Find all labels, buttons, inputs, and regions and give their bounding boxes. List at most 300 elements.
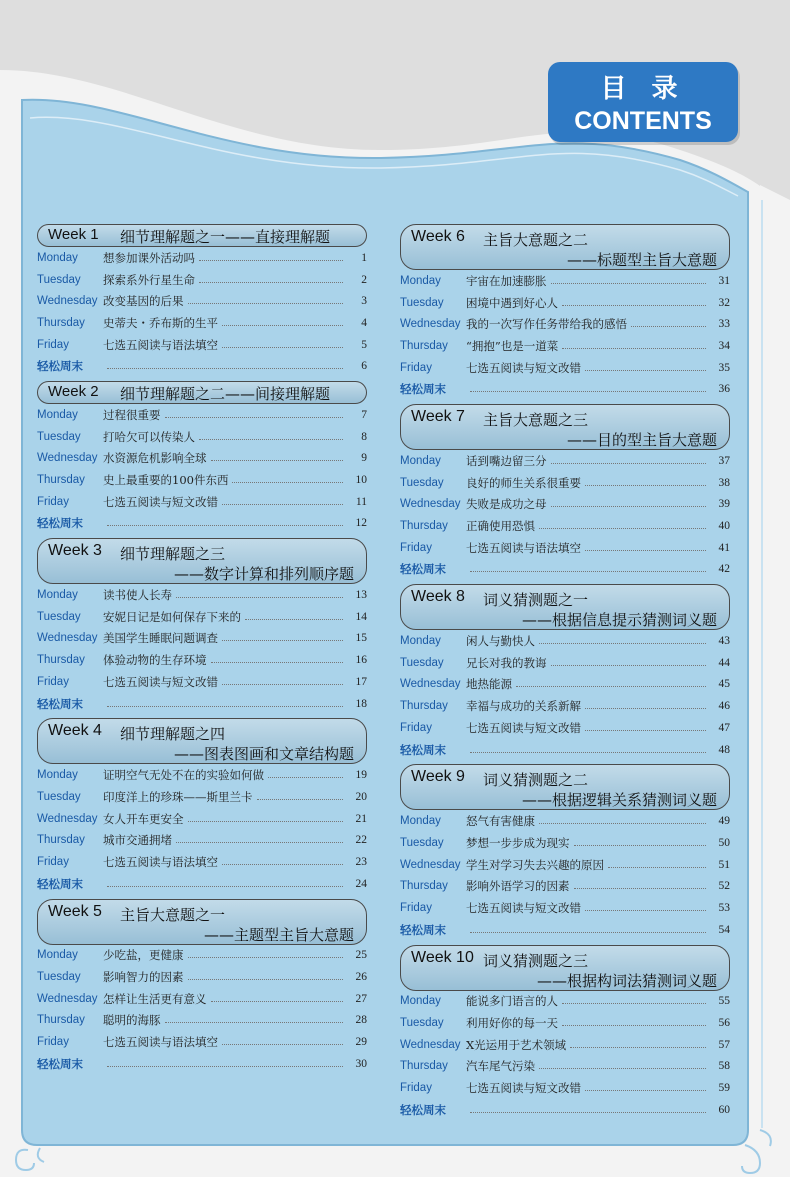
entry-title: 七选五阅读与短文改错 xyxy=(103,494,218,509)
week-subtopic: ——根据逻辑关系猜测词义题 xyxy=(521,791,717,810)
toc-entry[interactable] xyxy=(37,873,367,895)
entry-day: Thursday xyxy=(400,339,448,352)
entry-day: Thursday xyxy=(400,1060,448,1073)
week-section xyxy=(37,538,367,714)
week-header[interactable] xyxy=(400,404,730,450)
entry-title: 聪明的海豚 xyxy=(103,1013,161,1028)
entry-page-number: 59 xyxy=(718,1082,730,1095)
leader-dots xyxy=(107,705,343,707)
entry-page-number: 41 xyxy=(718,541,730,554)
leader-dots xyxy=(107,1065,343,1067)
toc-entry[interactable] xyxy=(37,851,367,873)
entry-day: Wednesday xyxy=(400,678,461,691)
entry-title: 利用好你的每一天 xyxy=(466,1016,558,1031)
week-header[interactable] xyxy=(37,718,367,764)
entry-page-number: 28 xyxy=(355,1014,367,1027)
toc-entry[interactable] xyxy=(37,404,367,426)
toc-entry[interactable] xyxy=(37,966,367,988)
entry-page-number: 16 xyxy=(355,654,367,667)
toc-entry[interactable] xyxy=(400,1034,730,1056)
toc-entry[interactable] xyxy=(400,1099,730,1121)
week-section xyxy=(37,718,367,894)
toc-entry[interactable] xyxy=(400,674,730,696)
toc-entry[interactable] xyxy=(400,919,730,941)
leader-dots xyxy=(539,1067,706,1069)
toc-entry[interactable] xyxy=(37,606,367,628)
week-number: Week 10 xyxy=(411,948,474,966)
toc-entry[interactable] xyxy=(37,786,367,808)
entry-page-number: 47 xyxy=(718,721,730,734)
entry-day: Friday xyxy=(400,901,432,914)
week-header[interactable] xyxy=(37,538,367,584)
toc-entry[interactable] xyxy=(37,1010,367,1032)
entry-day: Friday xyxy=(37,338,69,351)
entry-day: Thursday xyxy=(37,1014,85,1027)
entry-page-number: 13 xyxy=(355,589,367,602)
entry-title: 七选五阅读与短文改错 xyxy=(466,720,581,735)
leader-dots xyxy=(585,707,706,709)
entry-day: Friday xyxy=(400,721,432,734)
entry-title: 证明空气无处不在的实验如何做 xyxy=(103,768,264,783)
entry-title: 影响外语学习的因素 xyxy=(466,879,570,894)
leader-dots xyxy=(631,325,706,327)
week-number: Week 4 xyxy=(48,722,102,740)
entry-day: 轻松周末 xyxy=(37,359,83,374)
entry-day: 轻松周末 xyxy=(37,876,83,891)
entry-page-number: 10 xyxy=(355,474,367,487)
entry-page-number: 40 xyxy=(718,520,730,533)
entry-page-number: 57 xyxy=(718,1038,730,1051)
toc-entry[interactable] xyxy=(37,247,367,269)
contents-column-left xyxy=(37,224,367,1079)
leader-dots xyxy=(470,931,706,933)
entry-day: Tuesday xyxy=(400,656,444,669)
week-header[interactable] xyxy=(400,584,730,630)
entry-page-number: 24 xyxy=(355,877,367,890)
toc-entry[interactable] xyxy=(400,515,730,537)
entry-title: 少吃盐，更健康 xyxy=(103,948,184,963)
entry-title: 探索系外行星生命 xyxy=(103,272,195,287)
entry-day: Wednesday xyxy=(400,1038,461,1051)
entry-day: 轻松周末 xyxy=(400,1102,446,1117)
entry-page-number: 54 xyxy=(718,923,730,936)
toc-entry[interactable] xyxy=(400,313,730,335)
entry-day: Wednesday xyxy=(37,452,98,465)
leader-dots xyxy=(585,1089,706,1091)
entry-page-number: 53 xyxy=(718,901,730,914)
leader-dots xyxy=(608,866,706,868)
entry-page-number: 39 xyxy=(718,498,730,511)
entry-title: 我的一次写作任务带给我的感悟 xyxy=(466,317,627,332)
toc-entry[interactable] xyxy=(37,693,367,715)
week-number: Week 2 xyxy=(48,383,99,401)
toc-entry[interactable] xyxy=(400,537,730,559)
entry-title: 城市交通拥堵 xyxy=(103,833,172,848)
entry-day: Monday xyxy=(400,815,441,828)
entry-day: Wednesday xyxy=(400,858,461,871)
entry-title: 梦想一步步成为现实 xyxy=(466,835,570,850)
week-section xyxy=(37,381,367,534)
leader-dots xyxy=(222,863,343,865)
entry-title: 美国学生睡眠问题调查 xyxy=(103,631,218,646)
week-header[interactable] xyxy=(400,224,730,270)
leader-dots xyxy=(188,978,344,980)
toc-entry[interactable] xyxy=(400,472,730,494)
toc-entry[interactable] xyxy=(37,469,367,491)
toc-entry[interactable] xyxy=(37,671,367,693)
toc-entry[interactable] xyxy=(400,652,730,674)
week-topic: 主旨大意题之三 xyxy=(483,411,589,430)
leader-dots xyxy=(562,1002,706,1004)
toc-entry[interactable] xyxy=(400,1077,730,1099)
leader-dots xyxy=(539,822,706,824)
week-number: Week 9 xyxy=(411,768,465,786)
entry-title: 水资源危机影响全球 xyxy=(103,451,207,466)
entry-day: Monday xyxy=(37,251,78,264)
entry-title: 正确使用恐惧 xyxy=(466,519,535,534)
toc-entry[interactable] xyxy=(400,810,730,832)
entry-page-number: 26 xyxy=(355,971,367,984)
leader-dots xyxy=(232,481,343,483)
toc-entry[interactable] xyxy=(400,494,730,516)
leader-dots xyxy=(574,844,707,846)
entry-day: Thursday xyxy=(400,880,448,893)
toc-entry[interactable] xyxy=(37,1053,367,1075)
entry-title: 幸福与成功的关系新解 xyxy=(466,699,581,714)
leader-dots xyxy=(199,438,343,440)
entry-title: 体验动物的生存环境 xyxy=(103,653,207,668)
entry-day: Thursday xyxy=(37,654,85,667)
toc-entry[interactable] xyxy=(400,875,730,897)
week-section xyxy=(400,945,730,1121)
toc-entry[interactable] xyxy=(400,897,730,919)
entry-title: 七选五阅读与短文改错 xyxy=(466,360,581,375)
entry-title: 宇宙在加速膨胀 xyxy=(466,273,547,288)
entry-day: 轻松周末 xyxy=(37,696,83,711)
entry-page-number: 25 xyxy=(355,949,367,962)
title-en: CONTENTS xyxy=(574,107,712,135)
entry-title: 影响智力的因素 xyxy=(103,970,184,985)
week-number: Week 3 xyxy=(48,542,102,560)
toc-entry[interactable] xyxy=(400,695,730,717)
week-subtopic: ——主题型主旨大意题 xyxy=(203,925,354,944)
toc-entry[interactable] xyxy=(37,945,367,967)
toc-entry[interactable] xyxy=(37,1031,367,1053)
entry-title: 怎样让生活更有意义 xyxy=(103,991,207,1006)
entry-page-number: 19 xyxy=(355,769,367,782)
leader-dots xyxy=(245,618,343,620)
entry-page-number: 60 xyxy=(718,1103,730,1116)
entry-page-number: 12 xyxy=(355,517,367,530)
entry-page-number: 31 xyxy=(718,274,730,287)
leader-dots xyxy=(188,302,344,304)
entry-day: Thursday xyxy=(37,316,85,329)
leader-dots xyxy=(211,459,344,461)
toc-entry[interactable] xyxy=(37,491,367,513)
leader-dots xyxy=(562,304,706,306)
leader-dots xyxy=(222,1043,343,1045)
week-header[interactable] xyxy=(37,224,367,247)
leader-dots xyxy=(470,1111,706,1113)
entry-day: Friday xyxy=(37,495,69,508)
toc-entry[interactable] xyxy=(400,854,730,876)
leader-dots xyxy=(211,661,344,663)
title-cn: 目 录 xyxy=(600,74,686,104)
entry-page-number: 43 xyxy=(718,635,730,648)
week-number: Week 5 xyxy=(48,902,102,920)
toc-entry[interactable] xyxy=(400,1012,730,1034)
leader-dots xyxy=(165,1021,344,1023)
toc-entry[interactable] xyxy=(400,991,730,1013)
week-number: Week 1 xyxy=(48,226,99,243)
leader-dots xyxy=(585,484,706,486)
entry-day: Wednesday xyxy=(400,498,461,511)
entry-page-number: 11 xyxy=(355,495,367,508)
entry-page-number: 7 xyxy=(361,408,367,421)
entry-day: 轻松周末 xyxy=(400,922,446,937)
entry-day: Monday xyxy=(37,408,78,421)
entry-title: 打哈欠可以传染人 xyxy=(103,429,195,444)
week-topic: 细节理解题之一——直接理解题 xyxy=(120,228,331,246)
entry-page-number: 33 xyxy=(718,318,730,331)
leader-dots xyxy=(188,956,344,958)
leader-dots xyxy=(551,505,707,507)
toc-entry[interactable] xyxy=(37,312,367,334)
entry-page-number: 4 xyxy=(361,316,367,329)
leader-dots xyxy=(539,527,706,529)
entry-title: 怒气有害健康 xyxy=(466,814,535,829)
toc-entry[interactable] xyxy=(37,426,367,448)
week-topic: 细节理解题之三 xyxy=(120,545,226,564)
entry-day: Tuesday xyxy=(37,430,81,443)
week-number: Week 7 xyxy=(411,408,465,426)
week-topic: 细节理解题之二——间接理解题 xyxy=(120,385,331,404)
leader-dots xyxy=(222,683,343,685)
leader-dots xyxy=(562,347,706,349)
leader-dots xyxy=(188,820,344,822)
toc-entry[interactable] xyxy=(37,334,367,356)
toc-entry[interactable] xyxy=(400,559,730,581)
toc-entry[interactable] xyxy=(37,584,367,606)
entry-page-number: 2 xyxy=(361,273,367,286)
entry-page-number: 29 xyxy=(355,1036,367,1049)
leader-dots xyxy=(585,729,706,731)
entry-day: Friday xyxy=(400,541,432,554)
toc-entry[interactable] xyxy=(400,378,730,400)
toc-entry[interactable] xyxy=(400,717,730,739)
toc-entry[interactable] xyxy=(400,357,730,379)
entry-page-number: 37 xyxy=(718,454,730,467)
entry-day: 轻松周末 xyxy=(37,516,83,531)
entry-page-number: 22 xyxy=(355,834,367,847)
entry-title: 七选五阅读与语法填空 xyxy=(466,540,581,555)
entry-day: Monday xyxy=(400,995,441,1008)
entry-title: 七选五阅读与语法填空 xyxy=(103,337,218,352)
contents-title-block xyxy=(548,62,738,142)
contents-column-right xyxy=(400,224,730,1125)
week-topic: 主旨大意题之二 xyxy=(483,231,589,249)
entry-day: Tuesday xyxy=(37,273,81,286)
week-topic: 细节理解题之四 xyxy=(120,725,226,744)
entry-day: Monday xyxy=(400,274,441,287)
week-subtopic: ——根据构词法猜测词义题 xyxy=(536,971,717,990)
leader-dots xyxy=(551,282,707,284)
entry-day: Tuesday xyxy=(37,790,81,803)
toc-entry[interactable] xyxy=(37,988,367,1010)
leader-dots xyxy=(585,909,706,911)
entry-page-number: 48 xyxy=(718,743,730,756)
week-subtopic: ——数字计算和排列顺序题 xyxy=(173,565,354,584)
week-header[interactable] xyxy=(400,945,730,991)
entry-title: 安妮日记是如何保存下来的 xyxy=(103,609,241,624)
entry-day: 轻松周末 xyxy=(37,1056,83,1071)
leader-dots xyxy=(222,324,343,326)
toc-entry[interactable] xyxy=(400,335,730,357)
week-number: Week 8 xyxy=(411,588,465,606)
entry-title: 七选五阅读与短文改错 xyxy=(103,674,218,689)
entry-day: Monday xyxy=(400,635,441,648)
toc-entry[interactable] xyxy=(37,513,367,535)
entry-day: Monday xyxy=(400,454,441,467)
entry-title: 良好的师生关系很重要 xyxy=(466,475,581,490)
toc-entry[interactable] xyxy=(37,649,367,671)
entry-day: Tuesday xyxy=(400,836,444,849)
entry-day: Wednesday xyxy=(400,318,461,331)
entry-day: Wednesday xyxy=(37,992,98,1005)
entry-title: 七选五阅读与短文改错 xyxy=(466,1081,581,1096)
leader-dots xyxy=(539,642,706,644)
leader-dots xyxy=(107,524,343,526)
toc-entry[interactable] xyxy=(37,808,367,830)
entry-title: 兄长对我的教诲 xyxy=(466,655,547,670)
toc-entry[interactable] xyxy=(400,832,730,854)
entry-page-number: 50 xyxy=(718,836,730,849)
toc-entry[interactable] xyxy=(400,739,730,761)
entry-day: Tuesday xyxy=(400,1017,444,1030)
week-topic: 词义猜测题之二 xyxy=(483,771,589,790)
entry-day: Thursday xyxy=(400,700,448,713)
leader-dots xyxy=(257,798,344,800)
toc-entry[interactable] xyxy=(37,448,367,470)
entry-page-number: 3 xyxy=(361,295,367,308)
entry-page-number: 27 xyxy=(355,992,367,1005)
toc-entry[interactable] xyxy=(37,829,367,851)
entry-day: Friday xyxy=(37,1036,69,1049)
entry-day: Friday xyxy=(37,855,69,868)
week-section xyxy=(400,584,730,760)
week-header[interactable] xyxy=(37,381,367,404)
toc-entry[interactable] xyxy=(400,1056,730,1078)
entry-page-number: 8 xyxy=(361,430,367,443)
entry-title: 想参加课外活动吗 xyxy=(103,250,195,265)
leader-dots xyxy=(165,416,344,418)
leader-dots xyxy=(199,281,343,283)
entry-title: 七选五阅读与语法填空 xyxy=(103,854,218,869)
toc-entry[interactable] xyxy=(37,290,367,312)
entry-title: 史上最重要的100件东西 xyxy=(103,473,229,488)
entry-day: Thursday xyxy=(37,474,85,487)
entry-page-number: 6 xyxy=(361,360,367,373)
entry-page-number: 17 xyxy=(355,675,367,688)
entry-title: “拥抱”也是一道菜 xyxy=(466,338,559,353)
entry-title: 史蒂夫・乔布斯的生平 xyxy=(103,315,218,330)
entry-day: Thursday xyxy=(400,520,448,533)
week-subtopic: ——标题型主旨大意题 xyxy=(566,251,717,269)
entry-day: Monday xyxy=(37,769,78,782)
entry-day: Thursday xyxy=(37,834,85,847)
toc-entry[interactable] xyxy=(400,450,730,472)
entry-page-number: 18 xyxy=(355,697,367,710)
week-topic: 主旨大意题之一 xyxy=(120,905,226,924)
toc-entry[interactable] xyxy=(37,628,367,650)
entry-title: 女人开车更安全 xyxy=(103,811,184,826)
entry-page-number: 42 xyxy=(718,563,730,576)
entry-title: X光运用于艺术领域 xyxy=(466,1037,567,1052)
entry-page-number: 36 xyxy=(718,383,730,396)
leader-dots xyxy=(222,503,343,505)
entry-page-number: 9 xyxy=(361,452,367,465)
toc-entry[interactable] xyxy=(400,630,730,652)
toc-entry[interactable] xyxy=(37,355,367,377)
leader-dots xyxy=(574,887,707,889)
entry-page-number: 51 xyxy=(718,858,730,871)
entry-day: Friday xyxy=(37,675,69,688)
entry-page-number: 5 xyxy=(361,338,367,351)
entry-day: Friday xyxy=(400,361,432,374)
entry-page-number: 30 xyxy=(355,1057,367,1070)
entry-day: Tuesday xyxy=(400,296,444,309)
entry-title: 七选五阅读与语法填空 xyxy=(103,1035,218,1050)
entry-day: Wednesday xyxy=(37,632,98,645)
week-section xyxy=(400,404,730,580)
entry-title: 汽车尾气污染 xyxy=(466,1059,535,1074)
entry-page-number: 20 xyxy=(355,790,367,803)
leader-dots xyxy=(211,1000,344,1002)
week-topic: 词义猜测题之一 xyxy=(483,591,589,610)
entry-title: 失败是成功之母 xyxy=(466,497,547,512)
entry-page-number: 1 xyxy=(361,251,367,264)
leader-dots xyxy=(551,462,707,464)
week-header[interactable] xyxy=(37,899,367,945)
week-section xyxy=(400,224,730,400)
toc-entry[interactable] xyxy=(400,292,730,314)
toc-entry[interactable] xyxy=(400,270,730,292)
entry-page-number: 58 xyxy=(718,1060,730,1073)
entry-page-number: 52 xyxy=(718,880,730,893)
week-header[interactable] xyxy=(400,764,730,810)
entry-page-number: 56 xyxy=(718,1017,730,1030)
week-section xyxy=(37,899,367,1075)
entry-day: 轻松周末 xyxy=(400,742,446,757)
entry-day: 轻松周末 xyxy=(400,382,446,397)
entry-day: Monday xyxy=(37,949,78,962)
entry-page-number: 23 xyxy=(355,855,367,868)
entry-title: 印度洋上的珍珠——斯里兰卡 xyxy=(103,789,253,804)
entry-page-number: 21 xyxy=(355,812,367,825)
entry-page-number: 35 xyxy=(718,361,730,374)
week-subtopic: ——图表图画和文章结构题 xyxy=(173,745,354,764)
leader-dots xyxy=(470,570,706,572)
entry-page-number: 32 xyxy=(718,296,730,309)
entry-title: 改变基因的后果 xyxy=(103,294,184,309)
entry-page-number: 55 xyxy=(718,995,730,1008)
toc-entry[interactable] xyxy=(37,269,367,291)
leader-dots xyxy=(585,549,706,551)
entry-title: 能说多门语言的人 xyxy=(466,994,558,1009)
leader-dots xyxy=(562,1024,706,1026)
entry-day: Wednesday xyxy=(37,812,98,825)
toc-entry[interactable] xyxy=(37,764,367,786)
